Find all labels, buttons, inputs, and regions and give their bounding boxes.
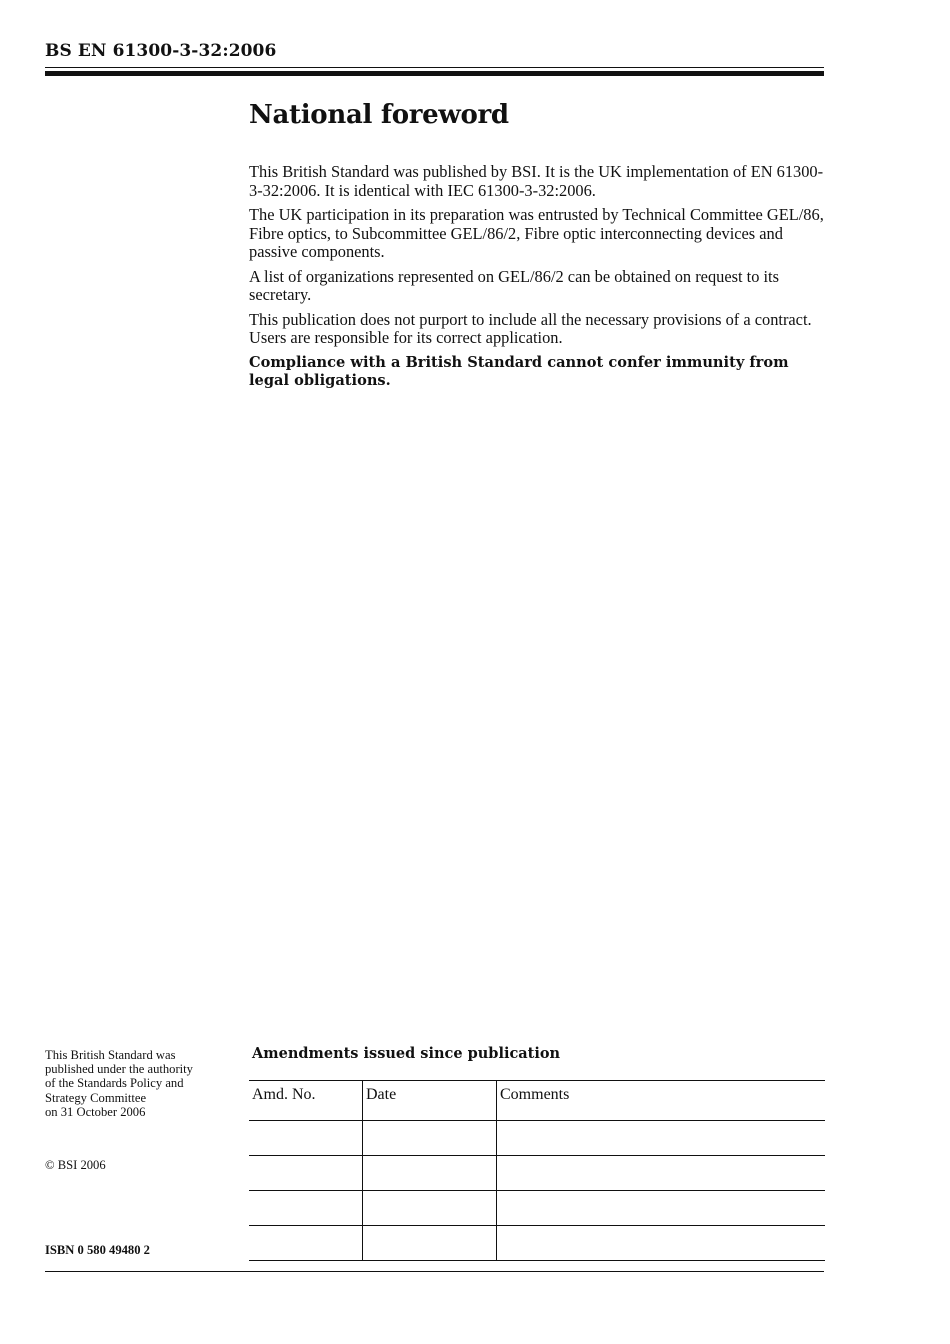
copyright-notice: © BSI 2006 bbox=[45, 1158, 106, 1172]
table-cell bbox=[363, 1156, 497, 1191]
publication-line: This British Standard was bbox=[45, 1048, 176, 1062]
publication-authority-note bbox=[45, 1048, 235, 1119]
table-cell bbox=[497, 1191, 826, 1226]
amendments-title: Amendments issued since publication bbox=[252, 1045, 561, 1062]
table-cell bbox=[249, 1226, 363, 1261]
column-header-comments: Comments bbox=[497, 1081, 826, 1121]
table-cell bbox=[497, 1156, 826, 1191]
table-row bbox=[249, 1156, 825, 1191]
publication-line: published under the authority bbox=[45, 1062, 193, 1077]
paragraph-provisions: This publication does not purport to include all the necessary provisions of a contract. Users are responsible for its correct application. bbox=[249, 309, 812, 347]
header-rule-thick bbox=[45, 71, 824, 76]
amendments-table bbox=[249, 1080, 825, 1261]
document-id: BS EN 61300-3-32:2006 bbox=[45, 41, 277, 61]
isbn: ISBN 0 580 49480 2 bbox=[45, 1243, 150, 1257]
column-header-date: Date bbox=[363, 1081, 497, 1121]
table-cell bbox=[497, 1226, 826, 1261]
table-cell bbox=[363, 1121, 497, 1156]
table-row bbox=[249, 1121, 825, 1156]
publication-line: Strategy Committee bbox=[45, 1090, 147, 1105]
paragraph-organizations: A list of organizations represented on GEL/86/2 can be obtained on request to its secretary. bbox=[249, 266, 779, 304]
publication-line: of the Standards Policy and bbox=[45, 1076, 184, 1091]
paragraph-participation: The UK participation in its preparation was entrusted by Technical Committee GEL/86, Fibre optics, to Subcommittee GEL/86/2, Fibre optic interconnecting devices and passive components. bbox=[249, 205, 824, 261]
foreword-body bbox=[249, 163, 829, 397]
column-header-amd-no: Amd. No. bbox=[249, 1081, 363, 1121]
table-cell bbox=[249, 1191, 363, 1226]
table-cell bbox=[363, 1226, 497, 1261]
table-cell bbox=[497, 1121, 826, 1156]
paragraph-publication: This British Standard was published by BSI. It is the UK implementation of EN 61300-3-32:2006. It is identical with IEC 61300-3-32:2006. bbox=[249, 162, 824, 200]
table-row bbox=[249, 1226, 825, 1261]
table-cell bbox=[363, 1191, 497, 1226]
table-row bbox=[249, 1191, 825, 1226]
compliance-statement: Compliance with a British Standard cannot confer immunity from legal obligations. bbox=[249, 353, 789, 389]
table-cell bbox=[249, 1156, 363, 1191]
table-header-row bbox=[249, 1081, 825, 1121]
table-cell bbox=[249, 1121, 363, 1156]
page-title: National foreword bbox=[249, 100, 509, 130]
header-rule-thin bbox=[45, 67, 824, 68]
publication-line: on 31 October 2006 bbox=[45, 1104, 146, 1119]
footer-rule bbox=[45, 1271, 824, 1272]
